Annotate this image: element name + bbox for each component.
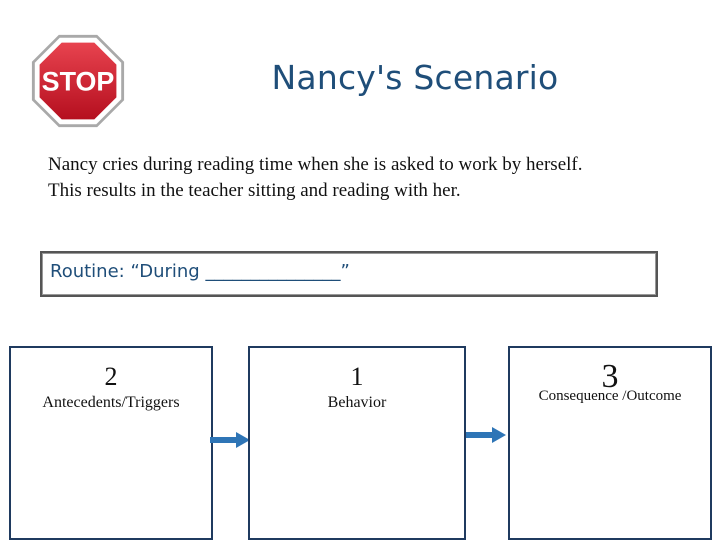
page-title: Nancy's Scenario: [271, 58, 559, 97]
routine-box: [40, 251, 658, 297]
consequence-box: [508, 346, 712, 540]
stop-sign-text: STOP: [41, 66, 115, 97]
scenario-text: [48, 152, 688, 204]
consequence-label: Consequence /Outcome: [538, 388, 682, 404]
routine-text: Routine: “During _______________”: [50, 261, 350, 282]
behavior-label: Behavior: [327, 394, 387, 411]
antecedents-box: [9, 346, 213, 540]
behavior-number: 1: [350, 362, 364, 391]
antecedents-number: 2: [104, 362, 118, 391]
stop-sign-icon: [30, 33, 126, 129]
arrow-right-icon: [466, 427, 506, 443]
antecedents-label: Antecedents/Triggers: [42, 394, 180, 411]
consequence-number: 3: [601, 358, 619, 395]
arrow-right-icon: [210, 432, 250, 448]
behavior-box: [248, 346, 466, 540]
scenario-line-1: Nancy cries during reading time when she is asked to work by herself.: [48, 154, 583, 175]
scenario-line-2: This results in the teacher sitting and reading with her.: [48, 180, 461, 201]
